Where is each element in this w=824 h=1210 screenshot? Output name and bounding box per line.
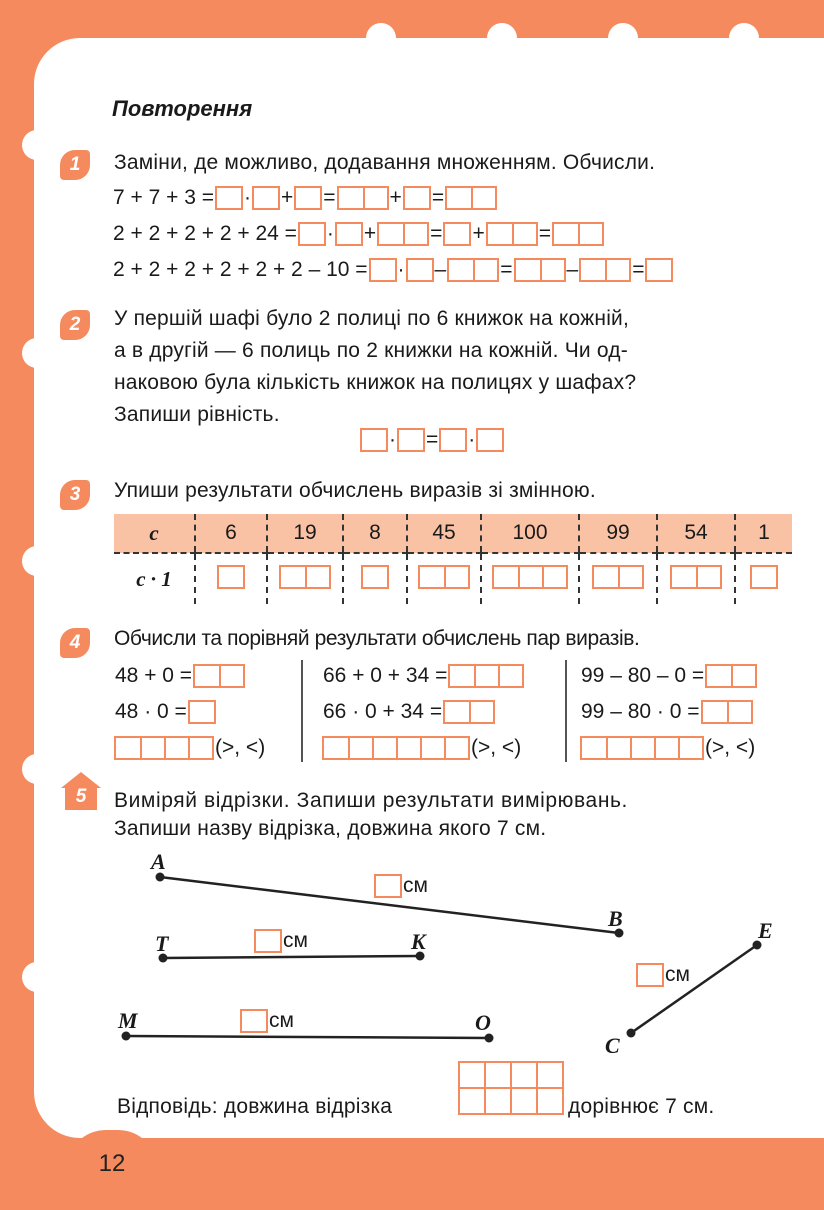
operator: + [363, 222, 377, 245]
point-label: C [605, 1033, 620, 1058]
table-value: 45 [407, 514, 481, 553]
operator: · [389, 428, 396, 451]
point-label: M [118, 1008, 138, 1033]
operator: = [538, 222, 551, 245]
point-label: K [411, 929, 426, 954]
measure-ab [374, 873, 429, 899]
segment-ce [631, 945, 757, 1033]
page-number: 12 [98, 1150, 126, 1177]
compare-hint: (>, <) [215, 736, 266, 759]
operator: = [431, 186, 445, 209]
task5-line: Виміряй відрізки. Запиши результати вимірювань. [114, 789, 628, 812]
table-value: 8 [343, 514, 407, 553]
expression: 2 + 2 + 2 + 2 + 24 = [113, 222, 297, 245]
table-value: 99 [579, 514, 657, 553]
answer-box[interactable] [240, 1009, 268, 1033]
operator: = [632, 258, 645, 281]
unit-label: см [283, 929, 308, 952]
table-value: 6 [195, 514, 267, 553]
task2-line: наковою була кількість книжок на полицях у шафах? [114, 371, 637, 394]
point-label: A [151, 849, 166, 874]
operator: + [389, 186, 402, 209]
task5-line: Запиши назву відрізка, довжина якого 7 см. [114, 817, 547, 840]
task-number-badge: 1 [60, 150, 90, 180]
point-label: E [758, 918, 773, 943]
point-c [627, 1029, 636, 1038]
task-number-badge: 4 [60, 628, 90, 658]
page-number-tab [66, 1130, 158, 1210]
unit-label: см [269, 1009, 294, 1032]
compare-hint: (>, <) [471, 736, 522, 759]
answer-suffix: дорівнює 7 см. [568, 1095, 715, 1118]
task2-line: Запиши рівність. [114, 403, 280, 426]
expression: 7 + 7 + 3 = [113, 186, 215, 209]
measure-mo [240, 1008, 295, 1034]
operator: + [281, 186, 294, 209]
table-value: 1 [735, 514, 792, 553]
operator: = [430, 222, 443, 245]
expression: 2 + 2 + 2 + 2 + 2 + 2 – 10 = [113, 258, 368, 281]
operator: = [500, 258, 513, 281]
answer-box[interactable] [254, 929, 282, 953]
segment-tk [163, 956, 420, 958]
task3-text: Упиши результати обчислень виразів зі змінною. [114, 479, 596, 502]
task-number-badge: 2 [60, 310, 90, 340]
answer-grid[interactable] [458, 1061, 564, 1115]
point-label: T [155, 931, 169, 956]
expression: 48 · 0 = [115, 700, 187, 723]
point-label: O [475, 1010, 491, 1035]
table-value: 100 [481, 514, 579, 553]
task4-text: Обчисли та порівняй результати обчислень пар виразів. [114, 627, 640, 650]
operator: · [244, 186, 252, 209]
section-title: Повторення [112, 96, 253, 121]
point-label: B [608, 906, 623, 931]
answer-prefix: Відповідь: довжина відрізка [117, 1095, 393, 1118]
task-number-badge: 3 [60, 480, 90, 510]
segment-mo [126, 1036, 489, 1038]
expression: 99 – 80 – 0 = [581, 664, 705, 687]
unit-label: см [403, 874, 428, 897]
table-value: 54 [657, 514, 735, 553]
table-header-label: c [114, 514, 195, 553]
operator: + [472, 222, 485, 245]
operator: · [326, 222, 334, 245]
operator: · [397, 258, 405, 281]
operator: · [468, 428, 476, 451]
operator: – [434, 258, 447, 281]
task2-line: У першій шафі було 2 полиці по 6 книжок на кожній, [114, 307, 630, 330]
measure-ce [636, 962, 691, 988]
compare-hint: (>, <) [705, 736, 756, 759]
operator: = [426, 428, 439, 451]
answer-box[interactable] [374, 874, 402, 898]
answer-box[interactable] [636, 963, 664, 987]
expression: 99 – 80 · 0 = [581, 700, 700, 723]
operator: – [566, 258, 579, 281]
task1-text: Заміни, де можливо, додавання множенням. Обчисли. [114, 151, 656, 174]
task2-line: а в другій — 6 полиць по 2 книжки на кожній. Чи од- [114, 339, 628, 362]
expression: 66 + 0 + 34 = [323, 664, 448, 687]
measure-tk [254, 928, 309, 954]
table-row-label: c · 1 [136, 566, 172, 591]
expression: 48 + 0 = [115, 664, 193, 687]
operator: = [323, 186, 336, 209]
unit-label: см [665, 963, 690, 986]
task-number-badge: 5 [75, 786, 87, 807]
expression: 66 · 0 + 34 = [323, 700, 443, 723]
table-value: 19 [267, 514, 343, 553]
